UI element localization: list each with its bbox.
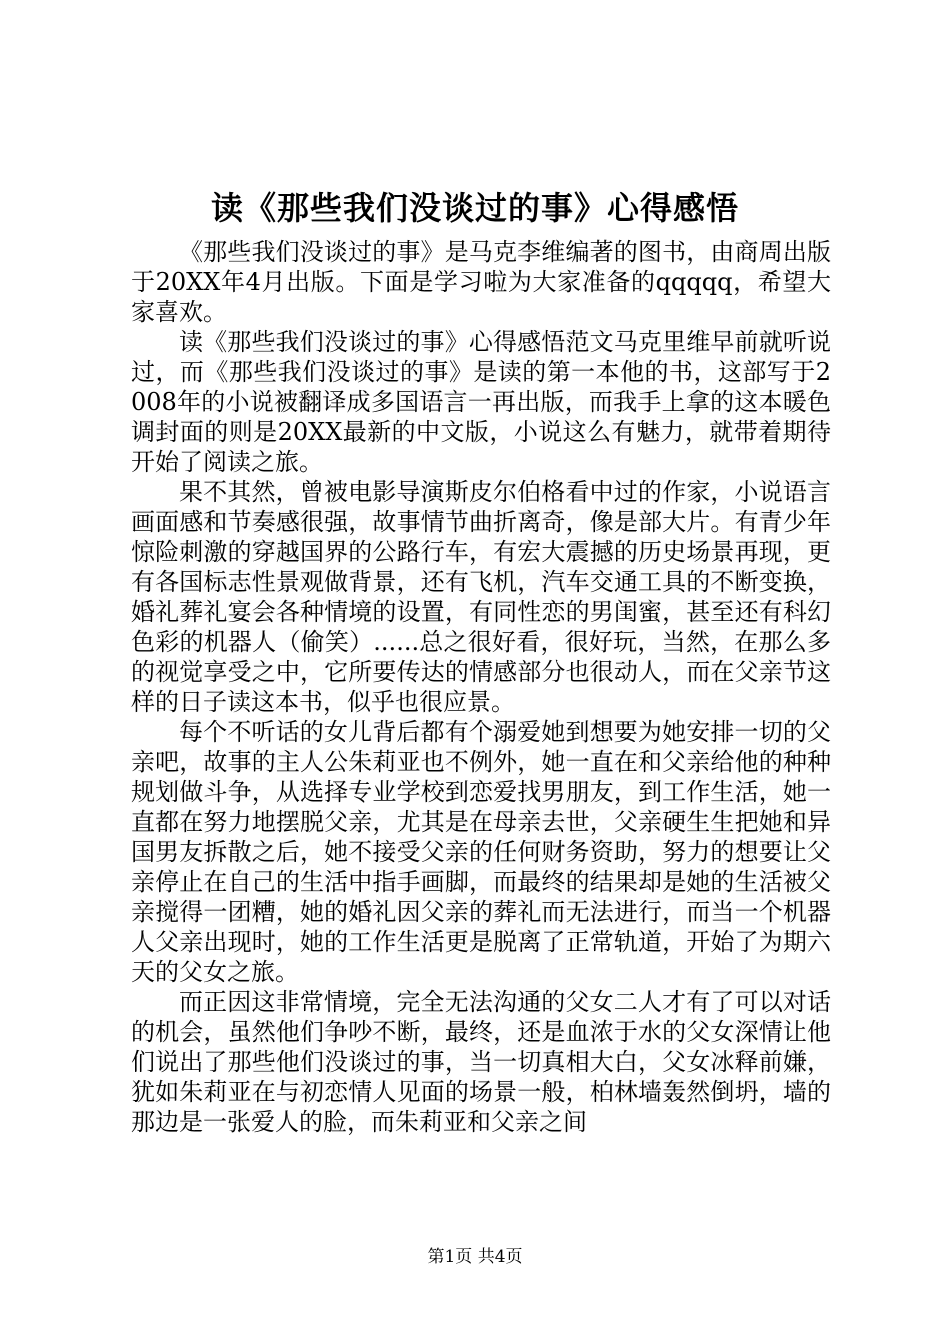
paragraph-2: 读《那些我们没谈过的事》心得感悟范文马克里维早前就听说过，而《那些我们没谈过的事》是读的第一本他的书，这部写于2008年的小说被翻译成多国语言一再出版，而我手上拿的这本暖色调封面的则是20XX最新的中文版，小说这么有魅力，就带着期待开始了阅读之旅。 [131, 328, 831, 476]
paragraph-4: 每个不听话的女儿背后都有个溺爱她到想要为她安排一切的父亲吧，故事的主人公朱莉亚也不例外，她一直在和父亲给他的种种规划做斗争，从选择专业学校到恋爱找男朋友，到工作生活，她一直都在努力地摆脱父亲，尤其是在母亲去世，父亲硬生生把她和异国男友拆散之后，她不接受父亲的任何财务资助，努力的想要让父亲停止在自己的生活中指手画脚，而最终的结果却是她的生活被父亲搅得一团糟，她的婚礼因父亲的葬礼而无法进行，而当一个机器人父亲出现时，她的工作生活更是脱离了正常轨道，开始了为期六天的父女之旅。 [131, 718, 831, 986]
document-title: 读《那些我们没谈过的事》心得感悟 [210, 189, 739, 227]
document-body [131, 237, 831, 1137]
paragraph-3: 果不其然，曾被电影导演斯皮尔伯格看中过的作家，小说语言画面感和节奏感很强，故事情节曲折离奇，像是部大片。有青少年惊险刺激的穿越国界的公路行车，有宏大震撼的历史场景再现，更有各国标志性景观做背景，还有飞机，汽车交通工具的不断变换，婚礼葬礼宴会各种情境的设置，有同性恋的男闺蜜，甚至还有科幻色彩的机器人（偷笑）......总之很好看，很好玩，当然，在那么多的视觉享受之中，它所要传达的情感部分也很动人，而在父亲节这样的日子读这本书，似乎也很应景。 [131, 478, 831, 716]
paragraph-5: 而正因这非常情境，完全无法沟通的父女二人才有了可以对话的机会，虽然他们争吵不断，最终，还是血浓于水的父女深情让他们说出了那些他们没谈过的事，当一切真相大白，父女冰释前嫌，犹如朱莉亚在与初恋情人见面的场景一般，柏林墙轰然倒坍，墙的那边是一张爱人的脸，而朱莉亚和父亲之间 [131, 988, 831, 1136]
paragraph-1: 《那些我们没谈过的事》是马克李维编著的图书，由商周出版于20XX年4月出版。下面是学习啦为大家准备的qqqqq，希望大家喜欢。 [131, 238, 831, 326]
page-footer: 第1页 共4页 [427, 1247, 523, 1267]
